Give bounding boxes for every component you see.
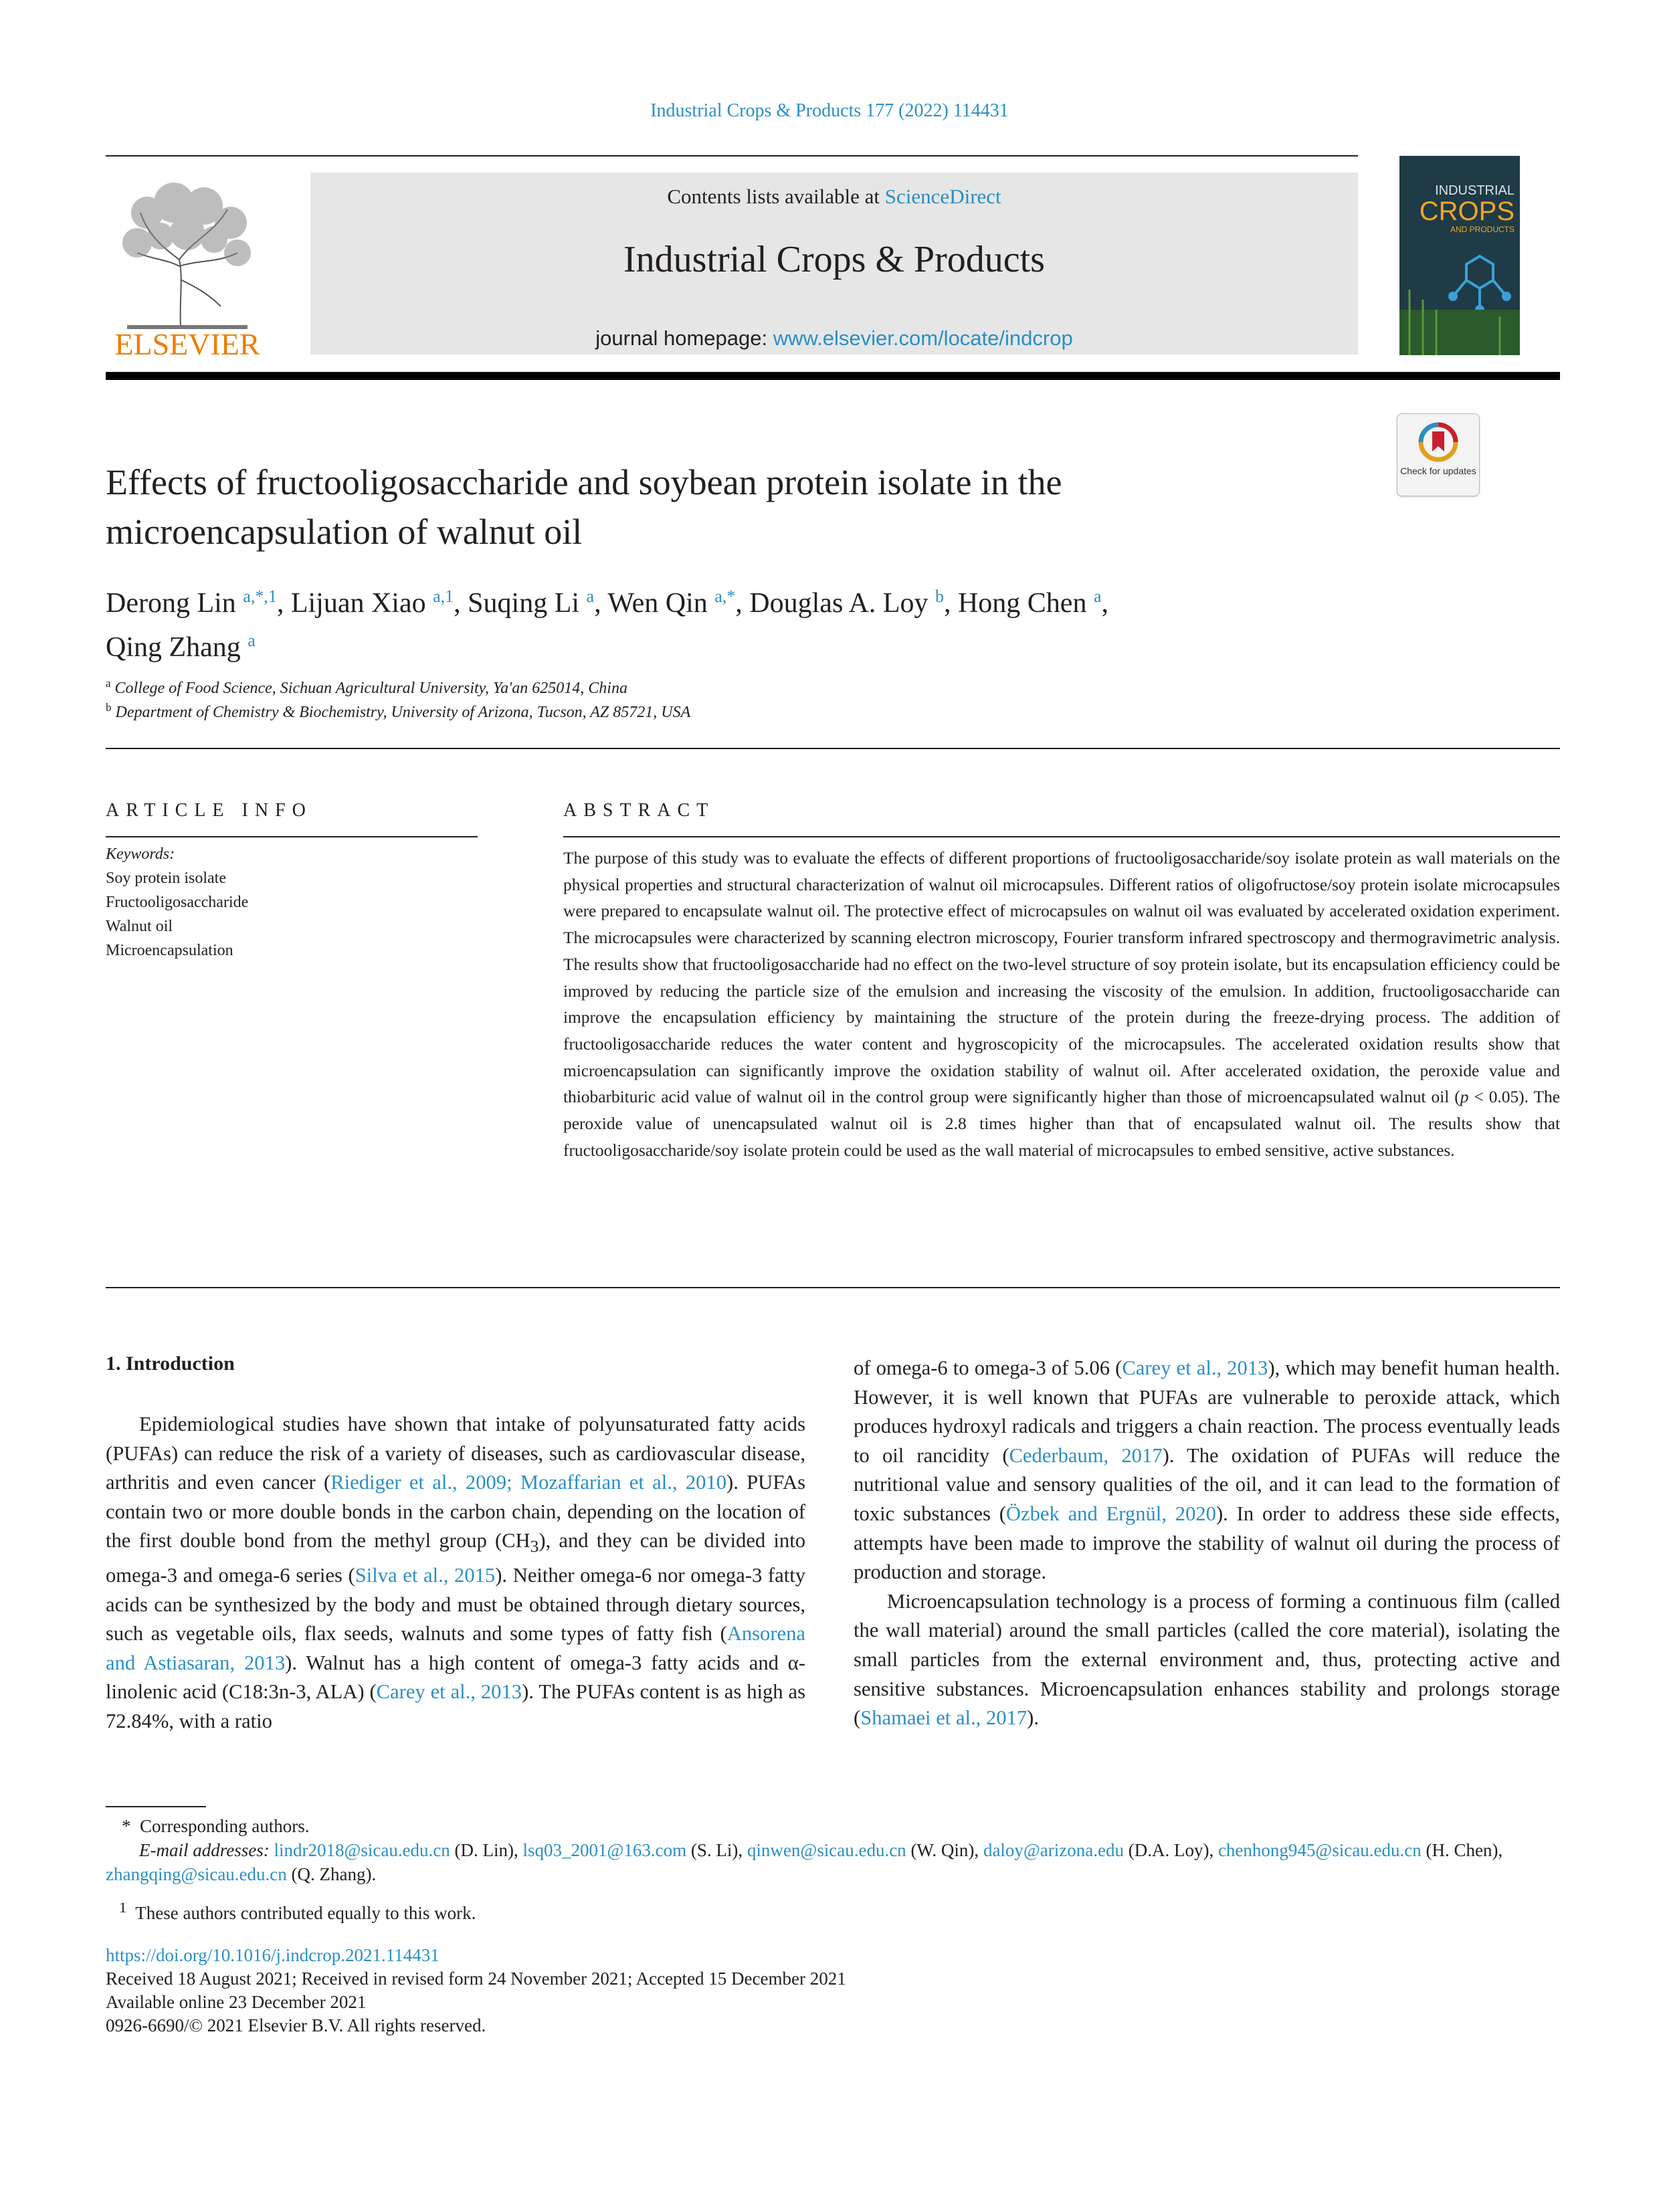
journal-masthead [310,173,1358,355]
svg-text:INDUSTRIAL: INDUSTRIAL [1435,183,1515,198]
email-link[interactable]: lsq03_2001@163.com [522,1840,687,1860]
email-link[interactable]: zhangqing@sicau.edu.cn [106,1864,287,1884]
keyword: Microencapsulation [106,942,233,959]
author[interactable]: Qing Zhang $^a$ [106,631,256,663]
reference-link[interactable]: Özbek and Ergnül, 2020 [1005,1502,1216,1525]
author[interactable]: Suqing Li $^a$ [468,587,595,619]
elsevier-tree-icon [100,173,274,360]
article-history: Received 18 August 2021; Received in revised form 24 November 2021; Accepted 15 December 2021 [106,1969,846,1989]
elsevier-logo [100,173,274,360]
reference-link[interactable]: Carey et al., 2013 [1122,1356,1268,1379]
elsevier-wordmark: ELSEVIER [114,327,260,360]
publication-info [106,1944,846,2037]
reference-link[interactable]: Riediger et al., 2009; Mozaffarian et al., 2010 [330,1471,727,1494]
svg-text:AND PRODUCTS: AND PRODUCTS [1450,225,1515,234]
journal-cover[interactable] [1399,156,1520,355]
body-column-left [106,1410,805,1736]
journal-homepage-link[interactable]: www.elsevier.com/locate/indcrop [773,326,1073,350]
abstract-heading: ABSTRACT [563,800,715,821]
crossmark-icon [1397,414,1479,496]
header-rule [106,155,1358,157]
homepage-line: journal homepage: www.elsevier.com/locate/indcrop [595,326,1073,350]
keyword: Soy protein isolate [106,870,226,887]
section-heading-introduction: 1. Introduction [106,1352,235,1375]
reference-link[interactable]: Silva et al., 2015 [355,1564,496,1587]
paragraph: Microencapsulation technology is a process of forming a continuous film (called the wall material) around the small particles (called the core material), isolating the small particles from the external environment and, thus, protecting active and sensitive substances. Microencapsulation enhances stability and prolongs storage (Shamaei et al., 2017). [854,1589,1560,1730]
author[interactable]: Derong Lin $^{a,*,1}$ [106,587,277,619]
sciencedirect-link[interactable]: ScienceDirect [884,185,1001,208]
check-for-updates-badge[interactable] [1397,413,1480,496]
author[interactable]: Wen Qin $^{a,*}$ [607,587,736,619]
header-divider [106,372,1560,380]
keyword: Walnut oil [106,918,173,935]
author[interactable]: Hong Chen $^a$ [957,587,1102,619]
affiliation-rule [106,748,1560,749]
email-link[interactable]: lindr2018@sicau.edu.cn [274,1840,450,1860]
corresponding-footnote: * Corresponding authors. [122,1816,310,1836]
abstract-rule [563,836,1560,837]
keyword: Fructooligosaccharide [106,894,249,911]
paragraph: Epidemiological studies have shown that intake of polyunsaturated fatty acids (PUFAs) can reduce the risk of a variety of diseases, such as cardiovascular disease, arthritis and even cancer (Riediger et al., 2009; Mozaffarian et al., 2010). PUFAs contain two or more double bonds in the carbon chain, depending on the location of the first double bond from the methyl group $(CH_3)$, and they can be divided into omega-3 and omega-6 series (Silva et al., 2015). Neither omega-6 nor omega-3 fatty acids can be synthesized by the body and must be obtained through dietary sources, such as vegetable oils, flax seeds, walnuts and some types of fatty fish (Ansorena and Astiasaran, 2013). Walnut has a high content of omega-3 fatty acids and α-linolenic acid (C18:3n-3, ALA) (Carey et al., 2013). The PUFAs content is as high as 72.84%, with a ratio [106,1413,806,1733]
affiliation-a: $^a$ College of Food Science, Sichuan Agricultural University, Ya'an 625014, China [106,677,627,697]
journal-title: Industrial Crops & Products [623,239,1045,280]
footnote-rule [106,1806,206,1807]
reference-link[interactable]: Ansorena and Astiasaran, 2013 [106,1622,805,1674]
article-title: Effects of fructooligosaccharide and soybean protein isolate in the microencapsulation of walnut oil [106,462,1062,552]
equal-contribution-footnote: $^1$ These authors contributed equally to this work. [119,1899,476,1923]
journal-citation[interactable]: Industrial Crops & Products 177 (2022) 114431 [650,100,1009,121]
keywords-label: Keywords: [106,845,175,863]
reference-link[interactable]: Shamaei et al., 2017 [860,1706,1028,1730]
doi-link[interactable]: https://doi.org/10.1016/j.indcrop.2021.114431 [106,1945,440,1965]
author[interactable]: Lijuan Xiao $^{a,1}$ [290,587,454,619]
copyright: 0926-6690/© 2021 Elsevier B.V. All rights reserved. [106,2015,486,2035]
abstract-end-rule [106,1287,1560,1288]
cover-image [1399,156,1520,355]
author-list: Derong Lin $^{a,*,1}$, Lijuan Xiao $^{a,1}$, Suqing Li $^a$, Wen Qin $^{a,*}$, Douglas A. Loy $^b$, Hong Chen $^a$, Qing Zhang $^a$ [106,587,1108,663]
svg-text:CROPS: CROPS [1419,197,1515,226]
affiliation-b: $^b$ Department of Chemistry & Biochemistry, University of Arizona, Tucson, AZ 85721, USA [106,701,691,721]
online-date: Available online 23 December 2021 [106,1992,367,2012]
article-info-rule [106,836,478,837]
email-link[interactable]: daloy@arizona.edu [983,1840,1124,1860]
email-link[interactable]: qinwen@sicau.edu.cn [747,1840,906,1860]
body-column-right [854,1354,1560,1733]
email-footnote: E-mail addresses: lindr2018@sicau.edu.cn (D. Lin), lsq03_2001@163.com (S. Li), qinwen@sicau.edu.cn (W. Qin), daloy@arizona.edu (D.A. Loy), chenhong945@sicau.edu.cn (H. Chen), zhangqing@sicau.edu.cn (Q. Zhang). [106,1840,1503,1884]
contents-line: Contents lists available at ScienceDirect [667,185,1001,208]
abstract-text: The purpose of this study was to evaluate the effects of different proportions of fructooligosaccharide/soy isolate protein as wall materials on the physical properties and structural characterization of walnut oil microcapsules. Different ratios of oligofructose/soy protein isolate microcapsules were prepared to encapsulate walnut oil. The protective effect of microcapsules on walnut oil was evaluated by accelerated oxidation experiment. The microcapsules were characterized by scanning electron microscopy, Fourier transform infrared spectroscopy and thermogravimetric analysis. The results show that fructooligosaccharide had no effect on the two-level structure of soy protein isolate, but its encapsulation efficiency could be improved by reducing the particle size of the emulsion and increasing the viscosity of the emulsion. In addition, fructooligosaccharide can improve the encapsulation efficiency by maintaining the structure of the protein during the freeze-drying process. The addition of fructooligosaccharide reduces the water content and hygroscopicity of the microcapsules. The accelerated oxidation results show that microencapsulation can significantly improve the oxidation stability of walnut oil. After accelerated oxidation, the peroxide value and thiobarbituric acid value of walnut oil in the control group were significantly higher than those of microencapsulated walnut oil (p < 0.05). The peroxide value of unencapsulated walnut oil is 2.8 times higher than that of encapsulated walnut oil. The results show that fructooligosaccharide/soy isolate protein could be used as the wall material of microcapsules to embed sensitive, active substances. [563,849,1560,1160]
paragraph: of omega-6 to omega-3 of 5.06 (Carey et al., 2013), which may benefit human health. However, it is well known that PUFAs are vulnerable to peroxide attack, which produces hydroxyl radicals and triggers a chain reaction. The process eventually leads to oil rancidity (Cederbaum, 2017). The oxidation of PUFAs will reduce the nutritional value and sensory qualities of the oil, and it can lead to the formation of toxic substances (Özbek and Ergnül, 2020). In order to address these side effects, attempts have been made to improve the stability of walnut oil during the process of production and storage. [854,1356,1560,1584]
crossmark-label: Check for updates [1400,466,1476,476]
email-link[interactable]: chenhong945@sicau.edu.cn [1217,1840,1422,1860]
reference-link[interactable]: Carey et al., 2013 [376,1680,522,1704]
author[interactable]: Douglas A. Loy $^b$ [749,587,944,619]
article-info-heading: ARTICLE INFO [106,800,312,821]
reference-link[interactable]: Cederbaum, 2017 [1009,1443,1163,1467]
